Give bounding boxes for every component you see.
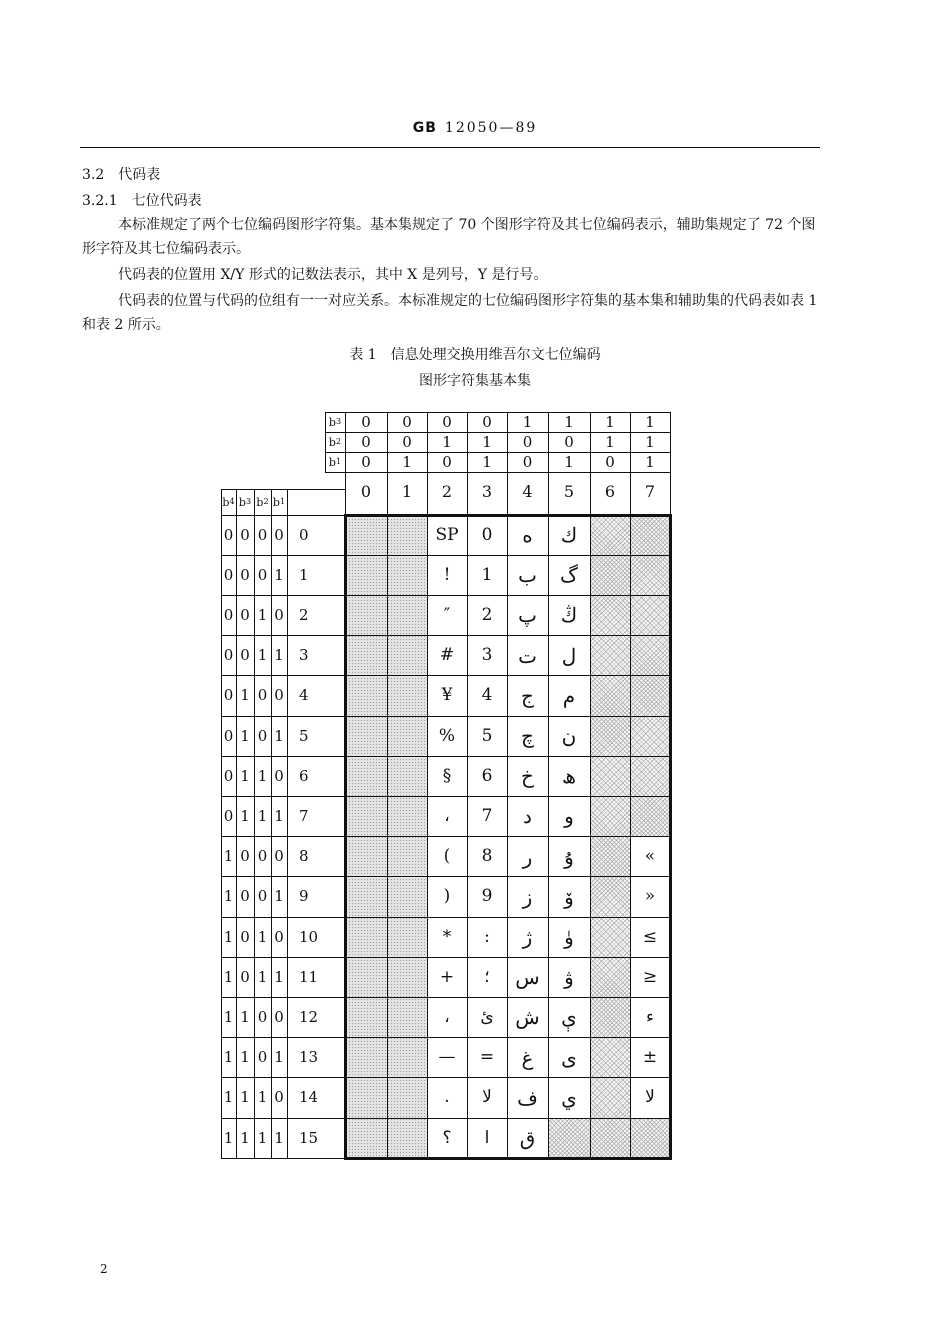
char-cell-col2-row5: % xyxy=(438,725,456,746)
bit-subscript: 2 xyxy=(263,497,269,506)
bit-subscript: 1 xyxy=(335,457,342,466)
char-cell-col5-row6: ھ xyxy=(562,764,576,789)
row-14-bit-2: 1 xyxy=(257,1088,268,1107)
char-cell-col2-row9: ) xyxy=(443,886,451,907)
row-number-3: 3 xyxy=(299,646,309,665)
char-cell-col4-row3: ت xyxy=(518,643,537,668)
char-cell-col3-row12: ئ xyxy=(480,1006,494,1027)
row-12-bit-0: 1 xyxy=(223,1007,234,1026)
row-number-2: 2 xyxy=(299,605,309,624)
row-13-bit-3: 1 xyxy=(274,1048,284,1067)
grid-thick-right xyxy=(669,515,672,1158)
char-cell-col4-row6: خ xyxy=(521,764,534,789)
row-number-0: 0 xyxy=(299,525,309,544)
header-bit-b1-col1: 1 xyxy=(402,452,412,471)
grid-hline-left-row7 xyxy=(221,796,345,797)
row-number-14: 14 xyxy=(299,1088,319,1107)
row-12-bit-3: 0 xyxy=(274,1007,284,1026)
standard-prefix: GB xyxy=(412,120,437,136)
row-15-bit-1: 1 xyxy=(240,1128,250,1147)
column-number-3: 3 xyxy=(481,482,493,501)
row-number-1: 1 xyxy=(299,565,309,584)
grid-vline-left-3 xyxy=(271,489,272,1158)
left-bit-label-b2 xyxy=(254,489,271,515)
standard-number: 12050—89 xyxy=(444,120,538,136)
row-15-bit-3: 1 xyxy=(274,1128,284,1147)
row-8-bit-3: 0 xyxy=(274,847,284,866)
row-4-bit-2: 0 xyxy=(257,686,268,705)
grid-vline-left-2 xyxy=(254,489,255,1158)
row-5-bit-2: 0 xyxy=(257,726,268,745)
row-1-bit-3: 1 xyxy=(274,565,284,584)
row-7-bit-3: 1 xyxy=(274,806,284,825)
column-number-6: 6 xyxy=(604,482,616,501)
char-cell-col5-row2: ڭ xyxy=(560,603,578,628)
char-cell-col2-row1: ! xyxy=(443,564,451,585)
header-bit-b2-col6: 1 xyxy=(605,432,615,451)
bit-letter: b xyxy=(256,495,264,509)
char-cell-col7-row11: ≥ xyxy=(642,966,658,987)
grid-vline-left-4 xyxy=(287,489,288,1158)
grid-hline-body-row10 xyxy=(345,917,670,918)
char-cell-col5-row12: ې xyxy=(561,1005,577,1030)
row-1-bit-2: 0 xyxy=(257,565,268,584)
grid-hline-body-row5 xyxy=(345,716,670,717)
char-cell-col2-row3: # xyxy=(439,645,455,666)
grid-hline-body-row3 xyxy=(345,635,670,636)
header-bit-b2-col1: 0 xyxy=(402,432,412,451)
row-9-bit-2: 0 xyxy=(257,887,268,906)
row-number-8: 8 xyxy=(299,847,309,866)
char-cell-col7-row14: ﻻ xyxy=(645,1087,655,1108)
grid-hline-b2 xyxy=(325,452,670,453)
grid-hline-body-row14 xyxy=(345,1077,670,1078)
char-cell-col2-row12: ، xyxy=(444,1006,450,1027)
char-cell-col2-row2: ″ xyxy=(443,604,451,625)
header-bit-b3-col3: 0 xyxy=(482,412,492,431)
row-0-bit-2: 0 xyxy=(257,525,268,544)
paragraph-3: 代码表的位置与代码的位组有一一对应关系。本标准规定的七位编码图形字符集的基本集和辅助集的代码表如表 1 和表 2 所示。 xyxy=(82,293,818,333)
char-cell-col5-row9: ۆ xyxy=(564,884,574,909)
column-number-4: 4 xyxy=(522,482,533,501)
char-cell-col5-row10: ۈ xyxy=(564,925,574,950)
row-4-bit-1: 1 xyxy=(240,686,250,705)
grid-hline-top xyxy=(325,412,670,413)
char-cell-col2-row13: — xyxy=(438,1047,456,1068)
header-bit-b2-col4: 0 xyxy=(522,432,533,451)
char-cell-col3-row13: = xyxy=(479,1047,495,1068)
row-number-5: 5 xyxy=(299,726,309,745)
table-caption-line2: 图形字符集基本集 xyxy=(419,373,531,389)
grid-hline-left-row4 xyxy=(221,675,345,676)
header-bit-b2-col7: 1 xyxy=(645,432,655,451)
row-0-bit-0: 0 xyxy=(223,525,234,544)
row-5-bit-3: 1 xyxy=(274,726,284,745)
grid-hline-left-row3 xyxy=(221,635,345,636)
bit-subscript: 3 xyxy=(245,497,252,506)
grid-hline-body-row1 xyxy=(345,555,670,556)
grid-vline-label-left xyxy=(325,412,326,472)
grid-hline-body-row15 xyxy=(345,1118,670,1119)
row-13-bit-0: 1 xyxy=(223,1048,234,1067)
header-bit-b3-col5: 1 xyxy=(564,412,574,431)
row-11-bit-1: 0 xyxy=(240,967,250,986)
row-0-bit-3: 0 xyxy=(274,525,284,544)
header-bit-b1-col4: 0 xyxy=(522,452,533,471)
char-cell-col2-row6: § xyxy=(442,765,452,786)
row-11-bit-2: 1 xyxy=(257,967,268,986)
row-13-bit-1: 1 xyxy=(240,1048,250,1067)
bit-letter: b xyxy=(328,435,336,449)
grid-hline-left-row5 xyxy=(221,716,345,717)
grid-hline-b1 xyxy=(325,472,670,473)
row-8-bit-1: 0 xyxy=(240,847,250,866)
column-number-0: 0 xyxy=(360,482,372,501)
grid-vline-header-col7 xyxy=(630,412,631,515)
bit-letter: b xyxy=(222,495,230,509)
row-number-11: 11 xyxy=(299,967,319,986)
grid-hline-body-row9 xyxy=(345,876,670,877)
header-bit-b1-col6: 0 xyxy=(605,452,615,471)
char-cell-col7-row12: ء xyxy=(646,1006,654,1027)
left-bit-label-b1 xyxy=(271,489,287,515)
row-3-bit-3: 1 xyxy=(274,646,284,665)
page-number: 2 xyxy=(100,1262,108,1276)
bit-subscript: 1 xyxy=(279,497,286,506)
grid-hline-left-row11 xyxy=(221,957,345,958)
char-cell-col4-row9: ز xyxy=(522,884,533,909)
paragraph-2: 代码表的位置用 X/Y 形式的记数法表示，其中 X 是列号，Y 是行号。 xyxy=(118,267,548,283)
grid-vline-body-col7 xyxy=(630,515,631,1158)
header-bit-b1-col3: 1 xyxy=(482,452,492,471)
row-11-bit-3: 1 xyxy=(274,967,284,986)
row-8-bit-0: 1 xyxy=(223,847,234,866)
grid-hline-body-row8 xyxy=(345,836,670,837)
header-rule xyxy=(80,147,820,148)
row-number-10: 10 xyxy=(299,927,319,946)
grid-vline-body-col5 xyxy=(548,515,549,1158)
grid-vline-header-col1 xyxy=(387,412,388,515)
grid-hline-left-row14 xyxy=(221,1077,345,1078)
header-bit-b1-col2: 0 xyxy=(442,452,452,471)
row-number-4: 4 xyxy=(299,686,309,705)
row-9-bit-3: 1 xyxy=(274,887,284,906)
char-cell-col5-row13: ى xyxy=(561,1045,577,1070)
hatched-column-5-row15 xyxy=(548,1118,590,1158)
bit-letter: b xyxy=(272,495,280,509)
row-7-bit-0: 0 xyxy=(223,806,234,825)
grid-thick-bottom xyxy=(344,1157,672,1160)
header-bit-b3-col1: 0 xyxy=(402,412,412,431)
char-cell-col7-row10: ≤ xyxy=(642,926,658,947)
char-cell-col7-row13: ± xyxy=(642,1047,658,1068)
char-cell-col4-row12: ش xyxy=(515,1005,540,1030)
char-cell-col3-row0: 0 xyxy=(481,524,493,545)
grid-vline-body-col2 xyxy=(427,515,428,1158)
bit-letter: b xyxy=(238,495,246,509)
grid-vline-header-col4 xyxy=(507,412,508,515)
standard-code xyxy=(0,120,950,136)
row-5-bit-0: 0 xyxy=(223,726,234,745)
row-10-bit-2: 1 xyxy=(257,927,268,946)
grid-vline-body-col4 xyxy=(507,515,508,1158)
header-bit-b3-col2: 0 xyxy=(442,412,452,431)
char-cell-col3-row2: 2 xyxy=(481,604,493,625)
char-cell-col4-row8: ر xyxy=(522,844,533,869)
grid-vline-left-1 xyxy=(236,489,237,1158)
header-bit-b2-col5: 0 xyxy=(564,432,574,451)
row-10-bit-3: 0 xyxy=(274,927,284,946)
row-4-bit-3: 0 xyxy=(274,686,284,705)
row-2-bit-1: 0 xyxy=(240,605,250,624)
row-15-bit-2: 1 xyxy=(257,1128,268,1147)
row-0-bit-1: 0 xyxy=(240,525,250,544)
grid-hline-left-row9 xyxy=(221,876,345,877)
row-number-6: 6 xyxy=(299,766,309,785)
row-number-7: 7 xyxy=(299,806,309,825)
row-14-bit-0: 1 xyxy=(223,1088,234,1107)
row-number-9: 9 xyxy=(299,887,309,906)
row-5-bit-1: 1 xyxy=(240,726,250,745)
grid-vline-body-col6 xyxy=(590,515,591,1158)
grid-hline-body-row13 xyxy=(345,1037,670,1038)
row-number-15: 15 xyxy=(299,1128,319,1147)
row-12-bit-1: 1 xyxy=(240,1007,250,1026)
grid-hline-body-row7 xyxy=(345,796,670,797)
left-bit-label-b3 xyxy=(236,489,254,515)
grid-thick-left xyxy=(344,515,347,1158)
char-cell-col2-row4: ¥ xyxy=(441,685,453,706)
header-bit-b1-col7: 1 xyxy=(645,452,655,471)
row-13-bit-2: 0 xyxy=(257,1048,268,1067)
section-heading-3-2-1: 3.2.1 七位代码表 xyxy=(82,193,202,209)
header-bit-b3-col0: 0 xyxy=(361,412,371,431)
grid-hline-left-header xyxy=(221,489,345,490)
bit-letter: b xyxy=(328,415,336,429)
char-cell-col2-row14: . xyxy=(444,1087,450,1108)
char-cell-col3-row11: ؛ xyxy=(484,966,490,987)
char-cell-col7-row9: » xyxy=(644,886,656,907)
column-number-2: 2 xyxy=(441,482,453,501)
bit-label-b1 xyxy=(325,452,345,472)
bit-subscript: 3 xyxy=(335,417,342,426)
grid-vline-body-col3 xyxy=(467,515,468,1158)
row-7-bit-1: 1 xyxy=(240,806,250,825)
char-cell-col5-row14: ي xyxy=(561,1085,577,1110)
char-cell-col3-row1: 1 xyxy=(481,564,493,585)
char-cell-col7-row8: « xyxy=(644,846,656,867)
row-9-bit-1: 0 xyxy=(240,887,250,906)
row-6-bit-2: 1 xyxy=(257,766,268,785)
row-6-bit-0: 0 xyxy=(223,766,234,785)
char-cell-col3-row4: 4 xyxy=(481,685,493,706)
bit-subscript: 4 xyxy=(229,497,235,506)
char-cell-col4-row1: ب xyxy=(518,563,537,588)
grid-hline-b3 xyxy=(325,432,670,433)
grid-vline-header-col6 xyxy=(590,412,591,515)
char-cell-col4-row0: ە xyxy=(522,523,533,548)
table-caption-line1: 表 1 信息处理交换用维吾尔文七位编码 xyxy=(349,347,601,363)
row-3-bit-2: 1 xyxy=(257,646,268,665)
header-bit-b2-col3: 1 xyxy=(482,432,492,451)
char-cell-col2-row15: ؟ xyxy=(442,1127,452,1148)
grid-vline-header-col3 xyxy=(467,412,468,515)
grid-vline-header-col5 xyxy=(548,412,549,515)
grid-vline-header-col2 xyxy=(427,412,428,515)
char-cell-col4-row2: پ xyxy=(518,603,537,628)
row-6-bit-3: 0 xyxy=(274,766,284,785)
char-cell-col5-row3: ل xyxy=(561,643,577,668)
row-14-bit-1: 1 xyxy=(240,1088,250,1107)
grid-hline-body-row12 xyxy=(345,997,670,998)
char-cell-col5-row11: ۋ xyxy=(564,965,574,990)
char-cell-col4-row4: ج xyxy=(521,683,534,708)
char-cell-col4-row11: س xyxy=(515,965,540,990)
bit-label-b3 xyxy=(325,412,345,432)
section-heading-3-2: 3.2 代码表 xyxy=(82,167,161,183)
grid-hline-left-row1 xyxy=(221,555,345,556)
grid-vline-left-0 xyxy=(221,489,222,1158)
char-cell-col4-row10: ژ xyxy=(522,925,533,950)
bit-label-b2 xyxy=(325,432,345,452)
column-number-1: 1 xyxy=(401,482,413,501)
bit-letter: b xyxy=(328,455,336,469)
char-cell-col4-row5: چ xyxy=(521,724,534,749)
header-bit-b2-col0: 0 xyxy=(361,432,371,451)
grid-hline-left-row12 xyxy=(221,997,345,998)
grid-hline-left-row15 xyxy=(221,1118,345,1119)
row-11-bit-0: 1 xyxy=(223,967,234,986)
row-15-bit-0: 1 xyxy=(223,1128,234,1147)
grid-vline-header-col0 xyxy=(345,412,346,515)
char-cell-col3-row6: 6 xyxy=(481,765,493,786)
grid-hline-left-row6 xyxy=(221,756,345,757)
row-10-bit-0: 1 xyxy=(223,927,234,946)
row-2-bit-3: 0 xyxy=(274,605,284,624)
char-cell-col5-row1: گ xyxy=(560,563,578,588)
bit-subscript: 2 xyxy=(335,437,342,446)
char-cell-col3-row14: لا xyxy=(482,1087,492,1108)
char-cell-col2-row7: ، xyxy=(444,805,450,826)
header-bit-b2-col2: 1 xyxy=(442,432,452,451)
char-cell-col3-row8: 8 xyxy=(481,846,493,867)
grid-hline-left-row10 xyxy=(221,917,345,918)
row-10-bit-1: 0 xyxy=(240,927,250,946)
grid-vline-header-col8 xyxy=(670,412,671,515)
grid-hline-body-row11 xyxy=(345,957,670,958)
char-cell-col3-row15: ا xyxy=(484,1127,490,1148)
row-14-bit-3: 0 xyxy=(274,1088,284,1107)
row-2-bit-0: 0 xyxy=(223,605,234,624)
char-cell-col2-row11: + xyxy=(439,966,455,987)
char-cell-col5-row0: ك xyxy=(560,523,578,548)
char-cell-col5-row5: ن xyxy=(561,724,577,749)
char-cell-col3-row7: 7 xyxy=(481,805,493,826)
header-bit-b3-col6: 1 xyxy=(605,412,615,431)
grid-hline-left-row13 xyxy=(221,1037,345,1038)
grid-hline-body-row4 xyxy=(345,675,670,676)
row-9-bit-0: 1 xyxy=(223,887,234,906)
row-3-bit-1: 0 xyxy=(240,646,250,665)
header-bit-b1-col5: 1 xyxy=(564,452,574,471)
char-cell-col4-row15: ق xyxy=(519,1126,536,1151)
row-4-bit-0: 0 xyxy=(223,686,234,705)
row-6-bit-1: 1 xyxy=(240,766,250,785)
char-cell-col4-row13: غ xyxy=(521,1045,534,1070)
char-cell-col5-row7: و xyxy=(564,804,574,829)
row-2-bit-2: 1 xyxy=(257,605,268,624)
char-cell-col5-row4: م xyxy=(562,683,576,708)
hatched-column-7-row15 xyxy=(630,1118,670,1158)
left-bit-label-b4 xyxy=(221,489,236,515)
grid-hline-left-row2 xyxy=(221,595,345,596)
row-number-13: 13 xyxy=(299,1048,319,1067)
char-cell-col3-row9: 9 xyxy=(481,886,493,907)
header-bit-b3-col7: 1 xyxy=(645,412,655,431)
row-7-bit-2: 1 xyxy=(257,806,268,825)
paragraph-1: 本标准规定了两个七位编码图形字符集。基本集规定了 70 个图形字符及其七位编码表示，辅助集规定了 72 个图形字符及其七位编码表示。 xyxy=(82,217,816,257)
grid-vline-body-col1 xyxy=(387,515,388,1158)
header-bit-b1-col0: 0 xyxy=(361,452,371,471)
char-cell-col4-row7: د xyxy=(523,804,532,829)
char-cell-col5-row8: ۇ xyxy=(564,844,574,869)
char-cell-col3-row10: : xyxy=(484,926,490,947)
grid-hline-left-row16 xyxy=(221,1158,345,1159)
char-cell-col3-row5: 5 xyxy=(481,725,493,746)
header-bit-b3-col4: 1 xyxy=(522,412,533,431)
row-3-bit-0: 0 xyxy=(223,646,234,665)
char-cell-col2-row0: SP xyxy=(435,524,459,545)
grid-thick-top xyxy=(344,514,672,517)
char-cell-col2-row10: * xyxy=(442,926,452,947)
char-cell-col4-row14: ف xyxy=(517,1085,538,1110)
row-12-bit-2: 0 xyxy=(257,1007,268,1026)
column-number-7: 7 xyxy=(644,482,656,501)
grid-hline-left-row8 xyxy=(221,836,345,837)
grid-hline-body-row2 xyxy=(345,595,670,596)
row-1-bit-1: 0 xyxy=(240,565,250,584)
grid-hline-body-row6 xyxy=(345,756,670,757)
char-cell-col2-row8: ( xyxy=(443,846,451,867)
column-number-5: 5 xyxy=(563,482,575,501)
row-1-bit-0: 0 xyxy=(223,565,234,584)
row-8-bit-2: 0 xyxy=(257,847,268,866)
grid-hline-left-row0 xyxy=(221,515,345,516)
row-number-12: 12 xyxy=(299,1007,319,1026)
char-cell-col3-row3: 3 xyxy=(481,645,493,666)
